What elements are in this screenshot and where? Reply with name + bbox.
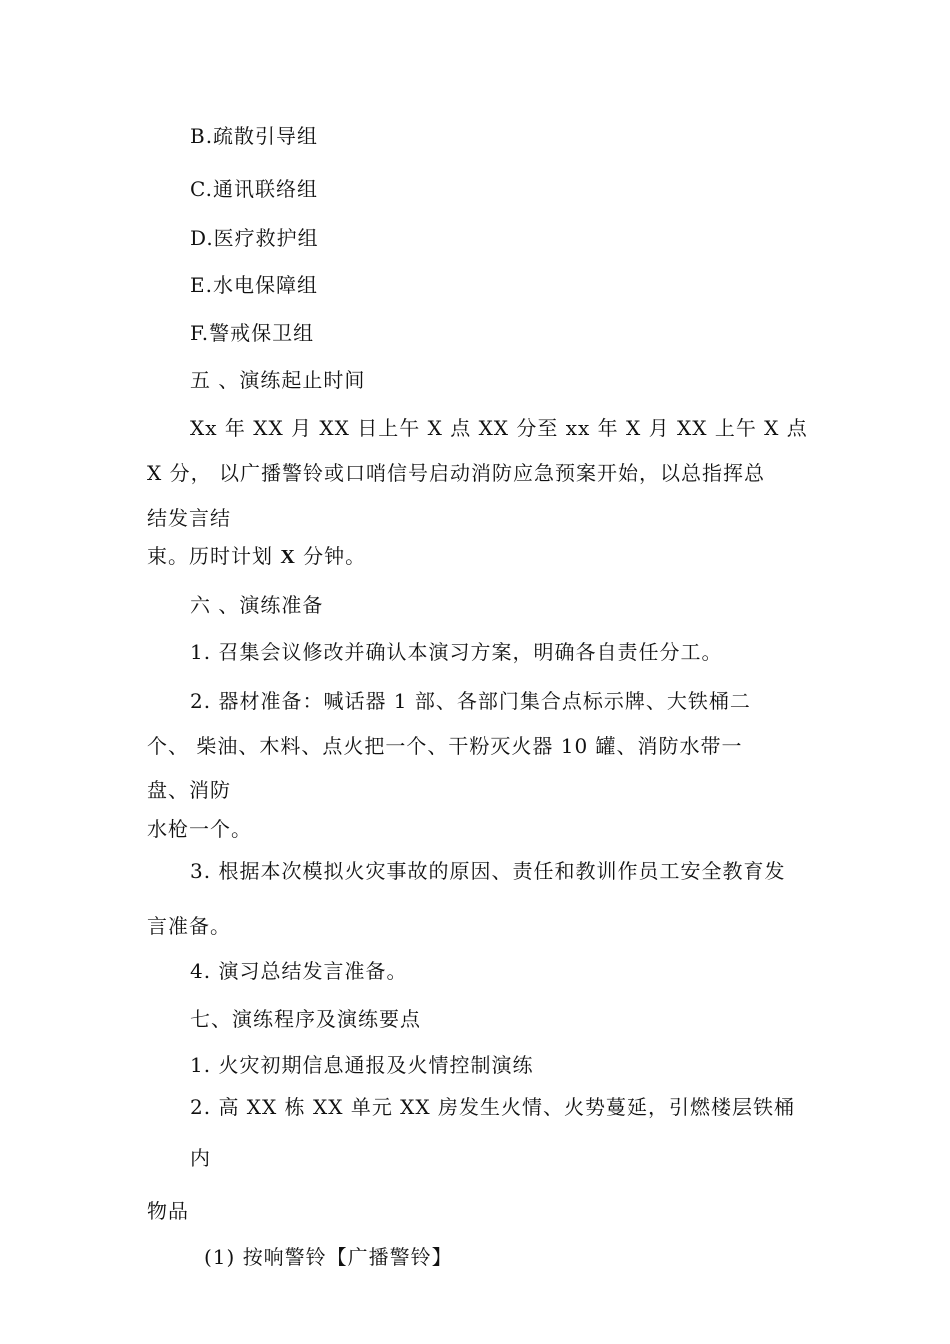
procedure-item-2-line-1: 2. 高 XX 栋 XX 单元 XX 房发生火情、火势蔓延，引燃楼层铁桶 xyxy=(190,1095,796,1119)
item-f-security-group: F.警戒保卫组 xyxy=(190,321,315,345)
prep-item-2-line-3: 盘、消防 xyxy=(147,778,231,802)
procedure-item-1: 1. 火灾初期信息通报及火情控制演练 xyxy=(190,1053,534,1077)
section-5-paragraph-line-1: Xx 年 XX 月 XX 日上午 X 点 XX 分至 xx 年 X 月 XX 上午 X 点 xyxy=(190,416,808,440)
section-5-paragraph-line-3: 结发言结 xyxy=(147,506,231,530)
section-5-paragraph-line-4 xyxy=(147,543,366,570)
duration-bold-x: X xyxy=(280,546,296,568)
prep-item-2-line-2: 个、 柴油、木料、点火把一个、干粉灭火器 10 罐、消防水带一 xyxy=(147,734,743,758)
duration-prefix: 束。历时计划 xyxy=(147,544,281,568)
prep-item-3-line-1: 3. 根据本次模拟火灾事故的原因、责任和教训作员工安全教育发 xyxy=(190,859,786,883)
section-5-heading: 五 、演练起止时间 xyxy=(190,368,366,392)
prep-item-1: 1. 召集会议修改并确认本演习方案，明确各自责任分工。 xyxy=(190,640,723,664)
procedure-item-2-line-2: 内 xyxy=(190,1146,211,1170)
section-7-heading: 七、演练程序及演练要点 xyxy=(190,1007,421,1031)
item-d-medical-group: D.医疗救护组 xyxy=(190,226,319,250)
procedure-subitem-1: (1) 按响警铃【广播警铃】 xyxy=(204,1245,453,1269)
section-5-paragraph-line-2: X 分， 以广播警铃或口哨信号启动消防应急预案开始，以总指挥总 xyxy=(147,461,765,485)
prep-item-2-line-1: 2. 器材准备：喊话器 1 部、各部门集合点标示牌、大铁桶二 xyxy=(190,689,751,713)
prep-item-2-line-4: 水枪一个。 xyxy=(147,817,252,841)
item-b-evacuation-group: B.疏散引导组 xyxy=(190,124,319,148)
procedure-item-2-line-3: 物品 xyxy=(147,1199,189,1223)
prep-item-4: 4. 演习总结发言准备。 xyxy=(190,959,408,983)
section-6-heading: 六 、演练准备 xyxy=(190,593,324,617)
item-e-utilities-group: E.水电保障组 xyxy=(190,273,318,297)
prep-item-3-line-2: 言准备。 xyxy=(147,914,231,938)
item-c-communication-group: C.通讯联络组 xyxy=(190,177,318,201)
duration-suffix: 分钟。 xyxy=(295,544,367,568)
